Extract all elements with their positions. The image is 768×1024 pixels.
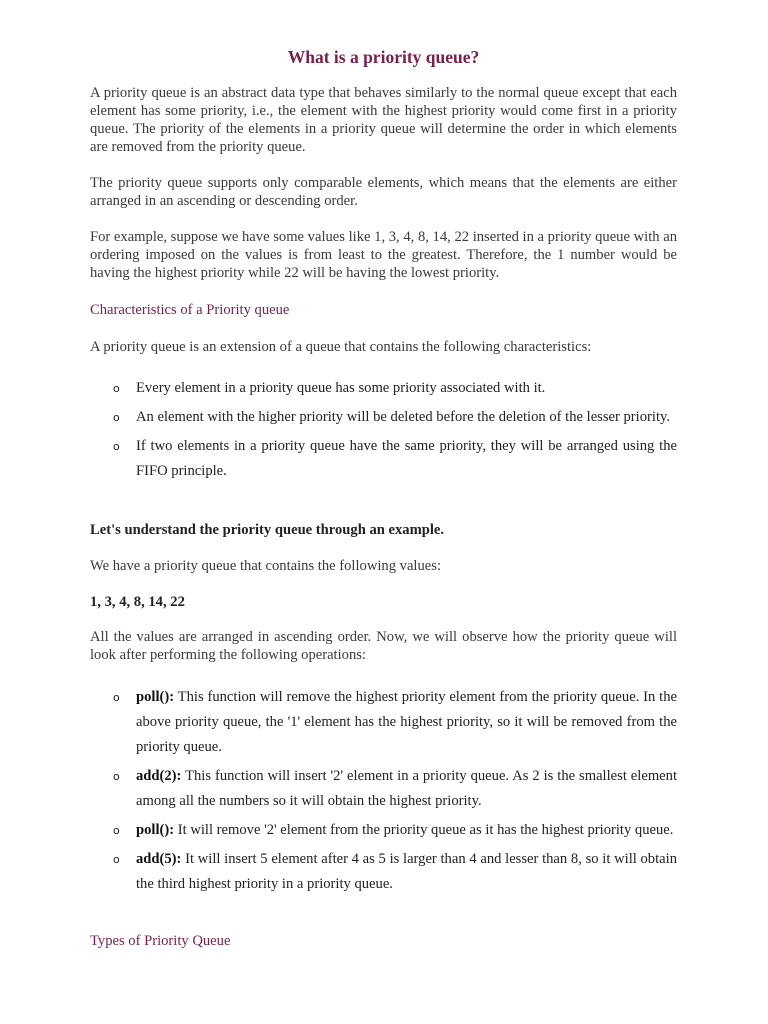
operations-intro-paragraph: All the values are arranged in ascending order. Now, we will observe how the priority queue will look after performing the following operations: xyxy=(90,629,677,663)
characteristics-heading: Characteristics of a Priority queue xyxy=(90,302,290,318)
operation-name: add(2): xyxy=(136,768,182,784)
values-intro-paragraph: We have a priority queue that contains the following values: xyxy=(90,558,441,574)
operation-description: This function will remove the highest priority element from the priority queue. In the above priority queue, the '1' element has the highest priority, so it will be removed from the priority queue. xyxy=(136,689,677,755)
characteristics-list xyxy=(90,376,677,488)
bullet-icon: o xyxy=(113,382,120,395)
operation-name: add(5): xyxy=(136,851,182,867)
list-item xyxy=(90,405,677,430)
types-heading: Types of Priority Queue xyxy=(90,933,231,949)
example-heading: Let's understand the priority queue through an example. xyxy=(90,522,445,538)
values-line: 1, 3, 4, 8, 14, 22 xyxy=(90,594,185,610)
extension-paragraph: A priority queue is an extension of a queue that contains the following characteristics: xyxy=(90,339,592,355)
bullet-icon: o xyxy=(113,691,120,704)
intro-paragraph: A priority queue is an abstract data type that behaves similarly to the normal queue except that each element has some priority, i.e., the element with the highest priority would come first in a priority queue. The priority of the elements in a priority queue will determine the order in which elements are removed from the priority queue. xyxy=(90,85,677,155)
bullet-icon: o xyxy=(113,411,120,424)
list-item xyxy=(90,376,677,401)
page-title: What is a priority queue? xyxy=(287,47,480,67)
operation-name: poll(): xyxy=(136,689,175,705)
list-item-text: Every element in a priority queue has some priority associated with it. xyxy=(136,380,546,396)
example-values-paragraph: For example, suppose we have some values like 1, 3, 4, 8, 14, 22 inserted in a priority queue with an ordering imposed on the values is from least to the greatest. Therefore, the 1 number would be having the highest priority while 22 will be having the lowest priority. xyxy=(90,229,677,281)
comparable-paragraph: The priority queue supports only comparable elements, which means that the elements are either arranged in an ascending or descending order. xyxy=(90,175,677,209)
operation-description: This function will insert '2' element in a priority queue. As 2 is the smallest element among all the numbers so it will obtain the highest priority. xyxy=(136,768,677,809)
bullet-icon: o xyxy=(113,770,120,783)
operation-description: It will remove '2' element from the priority queue as it has the highest priority queue. xyxy=(174,822,674,838)
list-item-text: An element with the higher priority will be deleted before the deletion of the lesser priority. xyxy=(136,409,670,425)
list-item xyxy=(90,818,677,843)
list-item-text: If two elements in a priority queue have the same priority, they will be arranged using the FIFO principle. xyxy=(136,438,677,479)
bullet-icon: o xyxy=(113,824,120,837)
operations-list xyxy=(90,685,677,901)
operation-description: It will insert 5 element after 4 as 5 is larger than 4 and lesser than 8, so it will obtain the third highest priority in a priority queue. xyxy=(136,851,677,892)
bullet-icon: o xyxy=(113,440,120,453)
operation-name: poll(): xyxy=(136,822,175,838)
bullet-icon: o xyxy=(113,853,120,866)
list-item xyxy=(90,764,677,814)
list-item xyxy=(90,685,677,760)
list-item xyxy=(90,434,677,484)
list-item xyxy=(90,847,677,897)
